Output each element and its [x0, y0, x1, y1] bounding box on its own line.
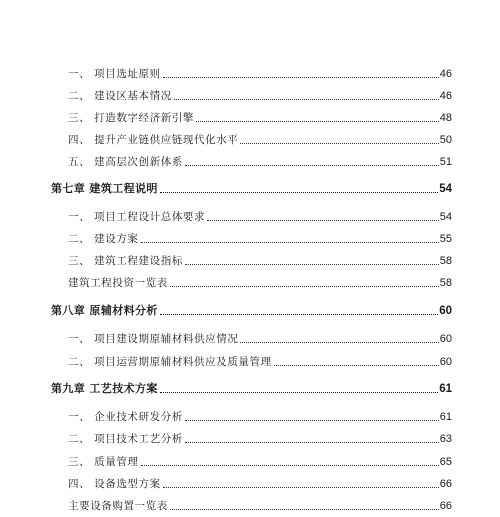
toc-chapter	[51, 381, 452, 397]
dot-leader	[160, 314, 438, 315]
toc-entry-page: 58	[439, 277, 452, 289]
toc-entry-page: 66	[439, 478, 452, 490]
toc-entry-title: 二、 项目运营期原辅材料供应及质量管理	[68, 356, 272, 368]
toc-entry-title: 三、 建筑工程建设指标	[68, 255, 183, 267]
toc-entry-title: 一、 项目建设期原辅材料供应情况	[68, 333, 239, 345]
dot-leader	[160, 392, 438, 393]
toc-entry	[68, 409, 452, 425]
toc-chapter-title: 第七章 建筑工程说明	[51, 182, 158, 195]
toc-entry	[68, 275, 452, 291]
dot-leader	[196, 121, 439, 122]
toc-entry-title: 三、 质量管理	[68, 456, 139, 468]
dot-leader	[207, 220, 439, 221]
toc-entry	[68, 231, 452, 247]
toc-entry-title: 三、 打造数字经济新引擎	[68, 112, 195, 124]
toc-entry-title: 建筑工程投资一览表	[68, 277, 168, 289]
toc-entry-page: 58	[439, 255, 452, 267]
toc-entry	[68, 66, 452, 82]
toc-entry	[68, 253, 452, 269]
toc-entry-page: 60	[439, 333, 452, 345]
toc-entry-title: 二、 建设方案	[68, 233, 139, 245]
dot-leader	[141, 465, 439, 466]
toc-entry-page: 63	[439, 433, 452, 445]
dot-leader	[174, 99, 439, 100]
dot-leader	[170, 286, 439, 287]
toc-chapter-page: 60	[439, 305, 452, 317]
toc-chapter-title: 第九章 工艺技术方案	[51, 382, 158, 395]
toc-entry-page: 65	[439, 456, 452, 468]
toc-entry	[68, 132, 452, 148]
toc-entry	[68, 354, 452, 370]
toc-entry-page: 51	[439, 156, 452, 168]
toc-entry	[68, 498, 452, 514]
toc-entry-title: 一、 项目工程设计总体要求	[68, 211, 206, 223]
toc-entry	[68, 88, 452, 104]
dot-leader	[185, 165, 439, 166]
toc-chapter-page: 61	[439, 383, 452, 395]
toc-entry	[68, 431, 452, 447]
dot-leader	[160, 192, 438, 193]
dot-leader	[185, 264, 439, 265]
toc-entry	[68, 209, 452, 225]
toc-entry-page: 48	[439, 112, 452, 124]
toc-entry-title: 四、 提升产业链供应链现代化水平	[68, 134, 239, 146]
toc-chapter-page: 54	[439, 183, 452, 195]
toc-entry-title: 一、 企业技术研发分析	[68, 411, 183, 423]
toc-entry	[68, 476, 452, 492]
toc-entry-page: 54	[439, 211, 452, 223]
dot-leader	[163, 77, 439, 78]
toc-entry-page: 66	[439, 500, 452, 512]
dot-leader	[163, 487, 439, 488]
toc-entry	[68, 110, 452, 126]
toc-entry-title: 一、 项目选址原则	[68, 68, 161, 80]
toc-chapter	[51, 303, 452, 319]
toc-entry-page: 55	[439, 233, 452, 245]
dot-leader	[185, 420, 439, 421]
dot-leader	[240, 342, 438, 343]
dot-leader	[274, 365, 439, 366]
dot-leader	[141, 242, 439, 243]
toc-entry-title: 二、 建设区基本情况	[68, 90, 172, 102]
toc-entry-page: 46	[439, 90, 452, 102]
toc-chapter-title: 第八章 原辅材料分析	[51, 304, 158, 317]
toc-entry-title: 四、 设备选型方案	[68, 478, 161, 490]
toc-entry	[68, 154, 452, 170]
toc-entry	[68, 331, 452, 347]
toc-entry-page: 50	[439, 134, 452, 146]
toc-entry	[68, 454, 452, 470]
toc-chapter	[51, 181, 452, 197]
dot-leader	[185, 442, 439, 443]
toc-entry-title: 二、 项目技术工艺分析	[68, 433, 183, 445]
toc-entry-page: 46	[439, 68, 452, 80]
dot-leader	[170, 509, 439, 510]
toc-entry-page: 61	[439, 411, 452, 423]
toc-entry-title: 主要设备购置一览表	[68, 500, 168, 512]
dot-leader	[240, 143, 438, 144]
toc-entry-title: 五、 建高层次创新体系	[68, 156, 183, 168]
toc-entry-page: 60	[439, 356, 452, 368]
